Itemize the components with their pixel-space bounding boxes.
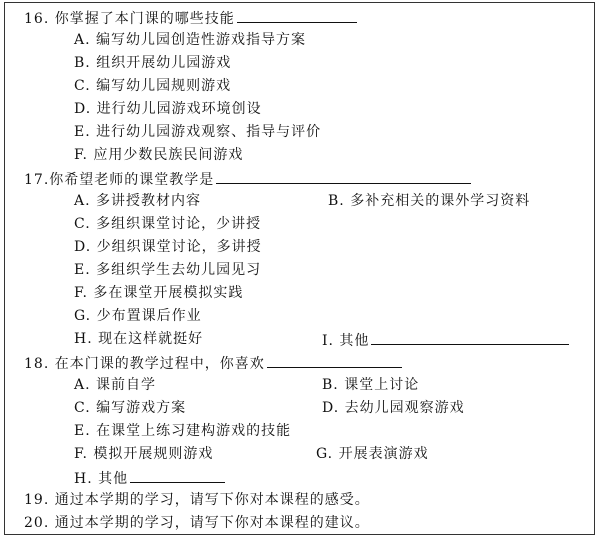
q16-option-c[interactable]: C. 编写幼儿园规则游戏: [74, 78, 232, 94]
q17-option-i-line: [322, 330, 569, 350]
q17-option-e[interactable]: E. 多组织学生去幼儿园见习: [74, 262, 262, 278]
q17-option-c[interactable]: C. 多组织课堂讨论，少讲授: [74, 216, 262, 232]
q18-title-line: [24, 353, 402, 373]
q18-other-blank[interactable]: [130, 468, 225, 483]
q16-option-b[interactable]: B. 组织开展幼儿园游戏: [74, 55, 232, 71]
q17-option-f[interactable]: F. 多在课堂开展模拟实践: [74, 285, 244, 301]
q17-option-b[interactable]: B. 多补充相关的课外学习资料: [328, 193, 531, 209]
q18-option-d[interactable]: D. 去幼儿园观察游戏: [322, 400, 465, 416]
q17-other-blank[interactable]: [371, 330, 569, 345]
q18-answer-blank[interactable]: [267, 353, 402, 368]
q18-title: 18. 在本门课的教学过程中，你喜欢: [24, 356, 265, 372]
q18-option-g[interactable]: G. 开展表演游戏: [316, 446, 429, 462]
q16-answer-blank[interactable]: [237, 8, 357, 23]
q20-title: 20. 通过本学期的学习，请写下你对本课程的建议。: [24, 515, 370, 531]
q17-option-d[interactable]: D. 少组织课堂讨论，多讲授: [74, 239, 262, 255]
q17-answer-blank[interactable]: [216, 169, 471, 184]
q18-option-h-line: [74, 468, 225, 488]
q19-title: 19. 通过本学期的学习，请写下你对本课程的感受。: [24, 492, 370, 508]
q17-title-line: [24, 169, 471, 189]
q18-option-a[interactable]: A. 课前自学: [74, 377, 157, 393]
q16-option-e[interactable]: E. 进行幼儿园游戏观察、指导与评价: [74, 124, 322, 140]
q17-option-a[interactable]: A. 多讲授教材内容: [74, 193, 202, 209]
q17-option-g[interactable]: G. 少布置课后作业: [74, 308, 202, 324]
q16-option-f[interactable]: F. 应用少数民族民间游戏: [74, 147, 244, 163]
q18-option-e[interactable]: E. 在课堂上练习建构游戏的技能: [74, 423, 292, 439]
q18-option-b[interactable]: B. 课堂上讨论: [322, 377, 420, 393]
q18-option-h[interactable]: H. 其他: [74, 471, 129, 487]
q18-option-f[interactable]: F. 模拟开展规则游戏: [74, 446, 214, 462]
q17-title: 17.你希望老师的课堂教学是: [24, 172, 215, 188]
q17-option-h[interactable]: H. 现在这样就挺好: [74, 331, 204, 347]
q16-title-line: [24, 8, 357, 28]
q16-option-d[interactable]: D. 进行幼儿园游戏环境创设: [74, 101, 262, 117]
q16-option-a[interactable]: A. 编写幼儿园创造性游戏指导方案: [74, 32, 307, 48]
q16-title: 16. 你掌握了本门课的哪些技能: [24, 11, 235, 27]
q17-option-i[interactable]: I. 其他: [322, 333, 370, 349]
q18-option-c[interactable]: C. 编写游戏方案: [74, 400, 187, 416]
